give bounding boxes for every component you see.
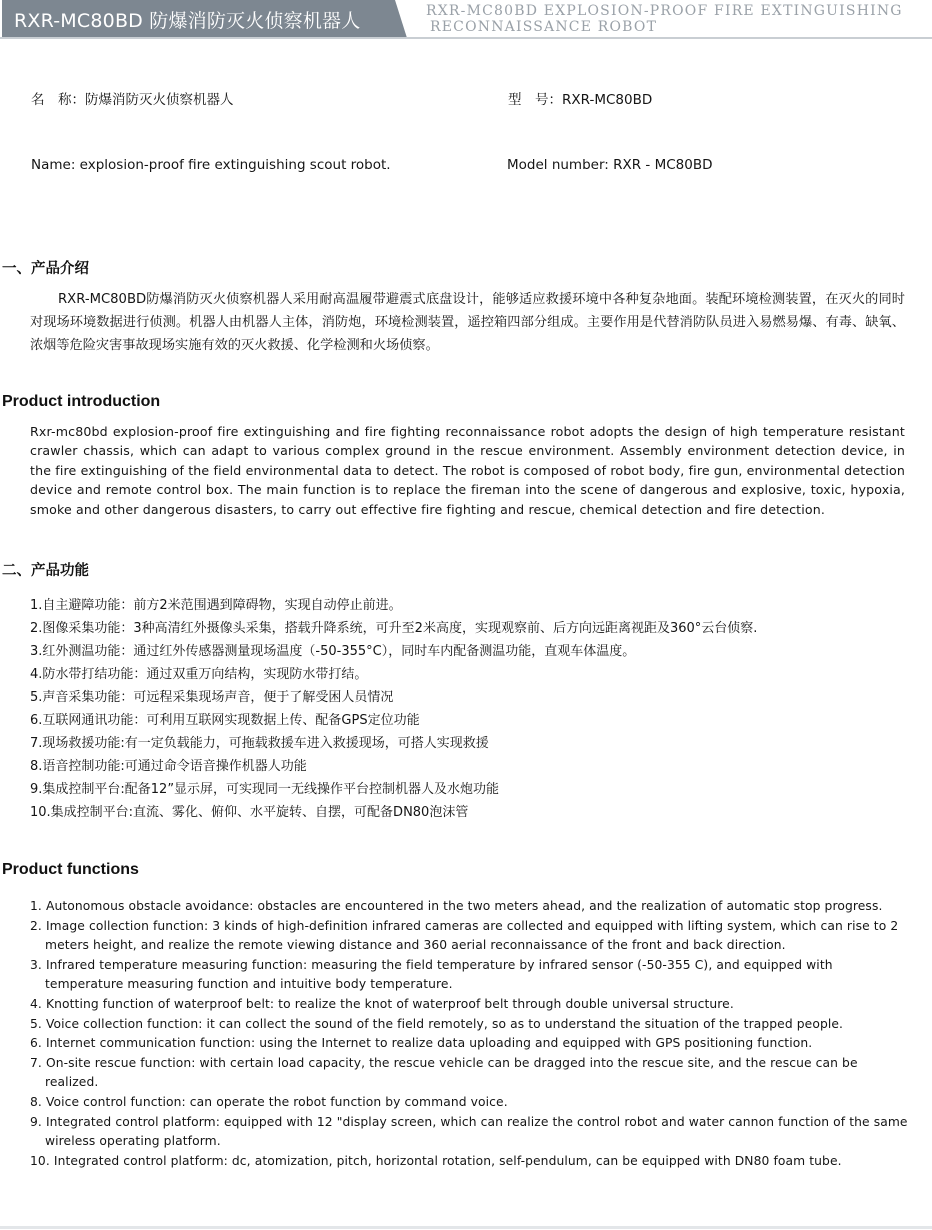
list-item: 9.集成控制平台:配备12”显示屏，可实现同一无线操作平台控制机器人及水炮功能 (30, 782, 500, 797)
header-title-cn: RXR-MC80BD 防爆消防灭火侦察机器人 (14, 10, 361, 32)
list-item: 1.自主避障功能：前方2米范围遇到障碍物，实现自动停止前进。 (30, 598, 402, 613)
list-item: 1. Autonomous obstacle avoidance: obstacles are encountered in the two meters ahead, and the realization of automatic stop progress. (30, 899, 883, 913)
list-item: 4.防水带打结功能：通过双重万向结构，实现防水带打结。 (30, 667, 368, 682)
product-model-en: Model number: RXR - MC80BD (507, 157, 713, 173)
intro-paragraph-cn: RXR-MC80BD防爆消防灭火侦察机器人采用耐高温履带避震式底盘设计，能够适应救援环境中各种复杂地面。装配环境检测装置，在灭火的同时对现场环境数据进行侦测。机器人由机器人主体，消防炮，环境检测装置，遥控箱四部分组成。主要作用是代替消防队员进入易燃易爆、有毒、缺氧、浓烟等危险灾害事故现场实施有效的灭火救援、化学检测和火场侦察。 (30, 292, 905, 353)
list-item: 4. Knotting function of waterproof belt: to realize the knot of waterproof belt through double universal structure. (30, 996, 734, 1011)
list-item: 6.互联网通讯功能：可利用互联网实现数据上传、配备GPS定位功能 (30, 713, 420, 728)
product-name-cn: 名 称：防爆消防灭火侦察机器人 (31, 92, 234, 108)
list-item: 8.语音控制功能:可通过命令语音操作机器人功能 (30, 759, 307, 774)
section-heading-intro-cn: 一、产品介绍 (2, 261, 89, 277)
section-heading-functions-en: Product functions (2, 861, 139, 878)
list-item: 9. Integrated control platform: equipped with 12 "display screen, which can realize the control robot and water cannon function of the same wireless operating platform. (30, 1114, 908, 1149)
functions-list-en (30, 897, 910, 1171)
header-title-en-line2: RECONNAISSANCE ROBOT (430, 19, 658, 35)
section-heading-functions-cn: 二、产品功能 (2, 563, 89, 579)
list-item: 3. Infrared temperature measuring function: measuring the field temperature by infrared sensor (-50-355 C), and equipped with temperature measuring function and intuitive body temperature. (30, 957, 833, 992)
header-title-en (426, 3, 903, 35)
list-item: 2. Image collection function: 3 kinds of high-definition infrared cameras are collected and equipped with lifting system, which can rise to 2 meters height, and realize the remote viewing distance and 360 aerial reconnaissance of the front and back direction. (30, 918, 899, 953)
list-item: 8. Voice control function: can operate the robot function by command voice. (30, 1094, 508, 1109)
list-item: 3.红外测温功能：通过红外传感器测量现场温度（-50-355°C），同时车内配备测温功能，直观车体温度。 (30, 644, 636, 659)
list-item: 5.声音采集功能：可远程采集现场声音，便于了解受困人员情况 (30, 690, 394, 705)
functions-list-cn (30, 594, 757, 824)
product-name-en: Name: explosion-proof fire extinguishing scout robot. (31, 157, 391, 173)
list-item: 5. Voice collection function: it can collect the sound of the field remotely, so as to understand the situation of the trapped people. (30, 1016, 844, 1031)
list-item: 7. On-site rescue function: with certain load capacity, the rescue vehicle can be dragged into the rescue site, and the rescue can be realized. (30, 1055, 858, 1090)
list-item: 2.图像采集功能：3种高清红外摄像头采集，搭载升降系统，可升至2米高度，实现观察前、后方向远距离视距及360°云台侦察. (30, 621, 758, 636)
list-item: 10. Integrated control platform: dc, atomization, pitch, horizontal rotation, self-pendulum, can be equipped with DN80 foam tube. (30, 1153, 842, 1168)
header-banner (0, 0, 932, 40)
product-model-cn: 型 号：RXR-MC80BD (508, 92, 653, 108)
list-item: 7.现场救援功能:有一定负载能力，可拖载救援车进入救援现场，可搭人实现救援 (30, 736, 489, 751)
section-heading-intro-en: Product introduction (2, 393, 161, 410)
header-title-en-line1: RXR-MC80BD EXPLOSION-PROOF FIRE EXTINGUISHING (426, 3, 903, 19)
list-item: 10.集成控制平台:直流、雾化、俯仰、水平旋转、自摆，可配备DN80泡沫管 (30, 805, 469, 820)
bottom-divider (0, 1226, 932, 1229)
list-item: 6. Internet communication function: using the Internet to realize data uploading and equipped with GPS positioning function. (30, 1036, 813, 1051)
header-divider (0, 37, 932, 39)
intro-paragraph-en: Rxr-mc80bd explosion-proof fire extinguishing and fire fighting reconnaissance robot adopts the design of high temperature resistant crawler chassis, which can adapt to various complex ground in the rescue environment. Assembly environment detection device, in the fire extinguishing of the field environmental data to detect. The robot is composed of robot body, fire gun, environmental detection device and remote control box. The main function is to replace the fireman into the scene of dangerous and explosive, toxic, hypoxia, smoke and other dangerous disasters, to carry out effective fire fighting and rescue, chemical detection and fire detection. (30, 424, 905, 517)
